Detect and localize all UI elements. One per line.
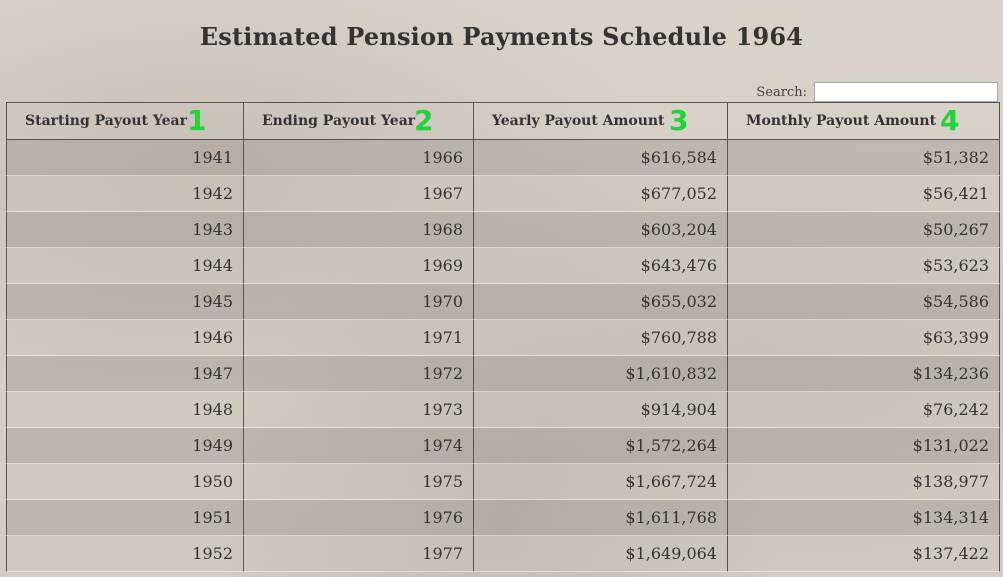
cell-yearly-amount: $1,610,832 [474, 356, 728, 392]
cell-monthly-amount: $50,267 [728, 212, 1000, 248]
cell-monthly-amount: $51,382 [728, 140, 1000, 176]
table-row [7, 500, 1000, 536]
table-row [7, 140, 1000, 176]
cell-monthly-amount: $54,586 [728, 284, 1000, 320]
cell-ending-year: 1974 [244, 428, 474, 464]
column-header-label: Yearly Payout Amount [492, 113, 665, 129]
cell-monthly-amount: $56,421 [728, 176, 1000, 212]
search-input[interactable] [814, 82, 998, 102]
cell-starting-year: 1944 [7, 248, 244, 284]
column-number-badge: 2 [414, 104, 434, 137]
cell-starting-year: 1942 [7, 176, 244, 212]
cell-ending-year: 1970 [244, 284, 474, 320]
cell-yearly-amount: $655,032 [474, 284, 728, 320]
cell-starting-year: 1948 [7, 392, 244, 428]
column-header-label: Starting Payout Year [25, 113, 187, 129]
table-header-row [7, 103, 1000, 140]
column-header-monthly-payout-amount[interactable] [728, 103, 1000, 140]
cell-ending-year: 1971 [244, 320, 474, 356]
column-number-badge: 1 [187, 104, 207, 137]
cell-yearly-amount: $1,611,768 [474, 500, 728, 536]
cell-starting-year: 1951 [7, 500, 244, 536]
cell-monthly-amount: $76,242 [728, 392, 1000, 428]
table-row [7, 248, 1000, 284]
table-row [7, 212, 1000, 248]
cell-monthly-amount: $137,422 [728, 536, 1000, 572]
cell-yearly-amount: $603,204 [474, 212, 728, 248]
pension-table [6, 102, 1000, 572]
cell-starting-year: 1950 [7, 464, 244, 500]
cell-starting-year: 1946 [7, 320, 244, 356]
cell-yearly-amount: $760,788 [474, 320, 728, 356]
column-header-ending-payout-year[interactable] [244, 103, 474, 140]
table-row [7, 392, 1000, 428]
cell-monthly-amount: $131,022 [728, 428, 1000, 464]
cell-yearly-amount: $643,476 [474, 248, 728, 284]
column-header-yearly-payout-amount[interactable] [474, 103, 728, 140]
cell-yearly-amount: $1,649,064 [474, 536, 728, 572]
cell-starting-year: 1943 [7, 212, 244, 248]
table-row [7, 176, 1000, 212]
cell-ending-year: 1976 [244, 500, 474, 536]
column-number-badge: 4 [940, 104, 960, 137]
table-row [7, 464, 1000, 500]
cell-starting-year: 1941 [7, 140, 244, 176]
cell-ending-year: 1972 [244, 356, 474, 392]
cell-yearly-amount: $1,667,724 [474, 464, 728, 500]
cell-monthly-amount: $134,314 [728, 500, 1000, 536]
table-row [7, 284, 1000, 320]
cell-monthly-amount: $63,399 [728, 320, 1000, 356]
column-header-label: Ending Payout Year [262, 113, 416, 129]
cell-ending-year: 1969 [244, 248, 474, 284]
cell-starting-year: 1947 [7, 356, 244, 392]
table-row [7, 428, 1000, 464]
cell-monthly-amount: $53,623 [728, 248, 1000, 284]
cell-monthly-amount: $138,977 [728, 464, 1000, 500]
column-header-label: Monthly Payout Amount [746, 113, 937, 129]
search-label: Search: [756, 84, 807, 100]
cell-starting-year: 1945 [7, 284, 244, 320]
cell-ending-year: 1968 [244, 212, 474, 248]
cell-monthly-amount: $134,236 [728, 356, 1000, 392]
cell-ending-year: 1977 [244, 536, 474, 572]
cell-yearly-amount: $1,572,264 [474, 428, 728, 464]
column-number-badge: 3 [669, 104, 689, 137]
cell-ending-year: 1973 [244, 392, 474, 428]
search-bar [756, 82, 998, 102]
column-header-starting-payout-year[interactable] [7, 103, 244, 140]
table-row [7, 356, 1000, 392]
table-row [7, 320, 1000, 356]
cell-ending-year: 1966 [244, 140, 474, 176]
table-row [7, 536, 1000, 572]
cell-ending-year: 1975 [244, 464, 474, 500]
cell-starting-year: 1952 [7, 536, 244, 572]
cell-starting-year: 1949 [7, 428, 244, 464]
cell-yearly-amount: $616,584 [474, 140, 728, 176]
page-title: Estimated Pension Payments Schedule 1964 [199, 22, 804, 52]
cell-yearly-amount: $677,052 [474, 176, 728, 212]
cell-yearly-amount: $914,904 [474, 392, 728, 428]
cell-ending-year: 1967 [244, 176, 474, 212]
